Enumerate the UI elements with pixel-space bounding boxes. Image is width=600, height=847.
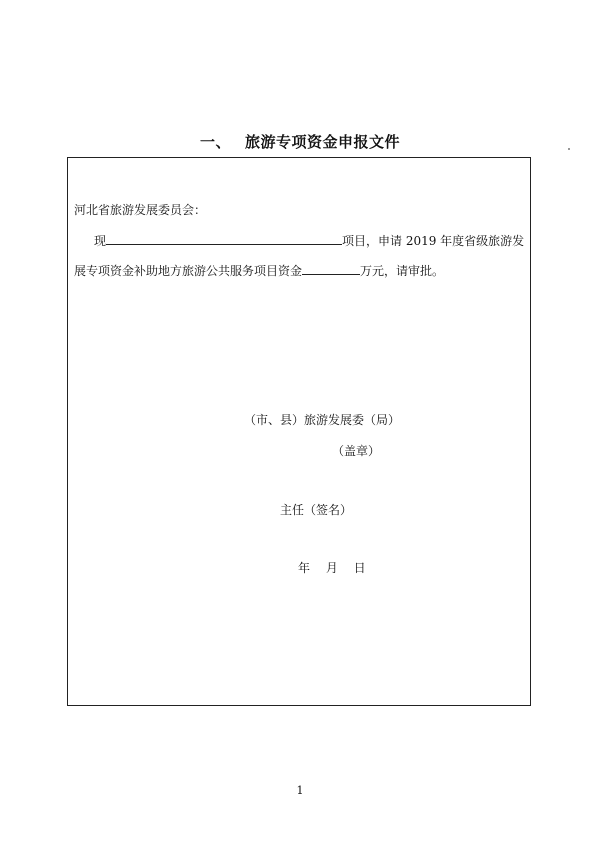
body-line-1-prefix: 现 bbox=[94, 234, 107, 248]
body-line-2-prefix: 展专项资金补助地方旅游公共服务项目资金 bbox=[74, 264, 303, 278]
seal-label: （盖章） bbox=[332, 444, 381, 458]
project-name-blank[interactable] bbox=[106, 233, 342, 245]
document-title bbox=[0, 131, 600, 152]
page-number: 1 bbox=[296, 784, 304, 797]
date-line: 年 月 日 bbox=[298, 561, 366, 575]
body-line-2-suffix: 万元，请审批。 bbox=[360, 264, 445, 278]
body-line-1 bbox=[94, 233, 524, 248]
body-line-2 bbox=[74, 263, 444, 278]
title-number: 一、 bbox=[199, 133, 231, 151]
amount-blank[interactable] bbox=[302, 263, 360, 275]
scan-speck bbox=[568, 148, 570, 150]
title-text: 旅游专项资金申报文件 bbox=[245, 133, 401, 151]
signature-org: （市、县）旅游发展委（局） bbox=[244, 413, 401, 427]
body-line-1-suffix: 项目，申请 2019 年度省级旅游发 bbox=[342, 234, 525, 248]
salutation: 河北省旅游发展委员会： bbox=[74, 203, 207, 217]
director-signature-label: 主任（签名） bbox=[280, 503, 353, 517]
